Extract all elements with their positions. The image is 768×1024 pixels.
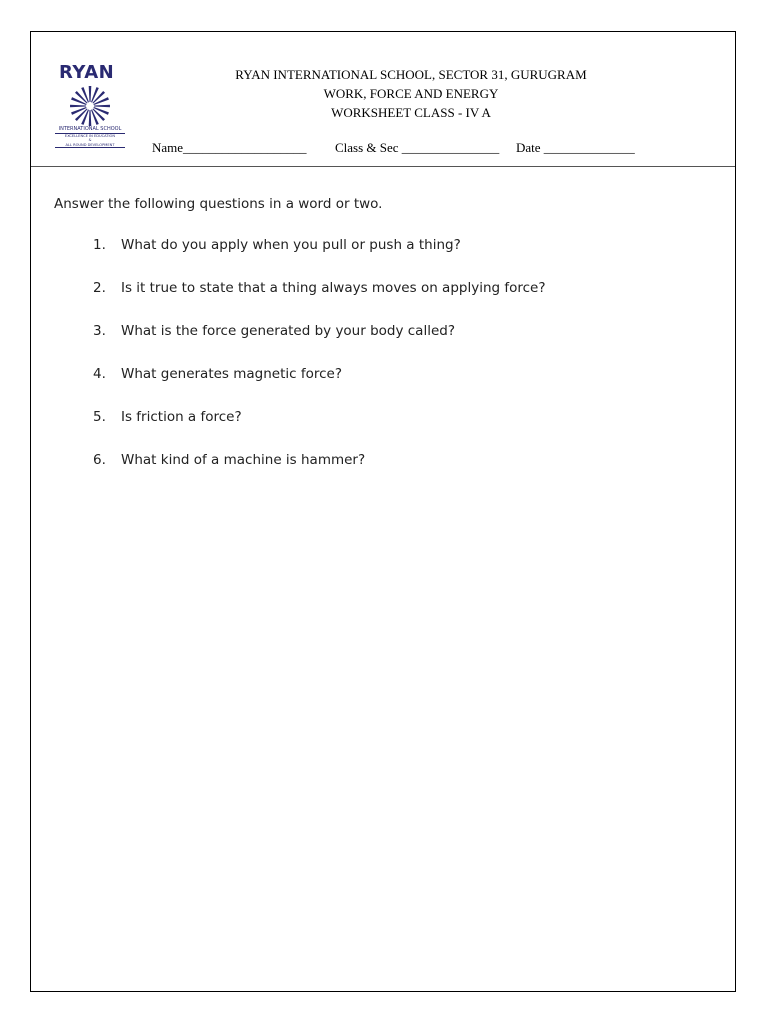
question-number: 3.: [93, 323, 106, 339]
school-heading: [181, 65, 641, 122]
question-item: [93, 366, 546, 409]
tagline-line: EXCELLENCE IN EDUCATION: [64, 134, 116, 138]
worksheet-subject: WORK, FORCE AND ENERGY: [323, 86, 499, 101]
question-number: 6.: [93, 452, 106, 468]
question-number: 1.: [93, 237, 106, 253]
question-number: 4.: [93, 366, 106, 382]
logo-ring-text: INTERNATIONAL SCHOOL: [58, 126, 122, 132]
sunburst-ray: [89, 110, 92, 126]
sunburst-ray: [94, 105, 110, 108]
worksheet-class: WORKSHEET CLASS - IV A: [331, 105, 491, 120]
question-item: [93, 237, 546, 280]
sunburst-ray: [89, 86, 92, 102]
question-text: Is it true to state that a thing always moves on applying force?: [121, 280, 546, 296]
sunburst-icon: [55, 82, 125, 132]
logo-tagline: [55, 133, 125, 148]
question-item: [93, 280, 546, 323]
question-list: [93, 237, 546, 495]
tagline-line: &: [88, 138, 92, 143]
name-field[interactable]: Name___________________: [152, 140, 307, 155]
date-field[interactable]: Date ______________: [516, 140, 635, 155]
question-item: [93, 409, 546, 452]
question-text: What do you apply when you pull or push a thing?: [121, 237, 461, 253]
worksheet-header: [31, 32, 735, 167]
question-item: [93, 323, 546, 366]
question-text: What is the force generated by your body called?: [121, 323, 455, 339]
worksheet-page: [30, 31, 736, 992]
question-text: Is friction a force?: [121, 409, 242, 425]
question-number: 2.: [93, 280, 106, 296]
question-text: What kind of a machine is hammer?: [121, 452, 366, 468]
tagline-line: ALL ROUND DEVELOPMENT: [65, 142, 115, 147]
instructions-text: Answer the following questions in a word or two.: [54, 196, 383, 212]
sunburst-ray: [70, 105, 86, 108]
question-item: [93, 452, 546, 495]
school-name: RYAN INTERNATIONAL SCHOOL, SECTOR 31, GURUGRAM: [235, 67, 587, 82]
school-logo: [55, 62, 125, 154]
logo-wordmark: RYAN: [59, 62, 115, 83]
question-number: 5.: [93, 409, 106, 425]
class-sec-field[interactable]: Class & Sec _______________: [335, 140, 500, 155]
question-text: What generates magnetic force?: [121, 366, 343, 382]
